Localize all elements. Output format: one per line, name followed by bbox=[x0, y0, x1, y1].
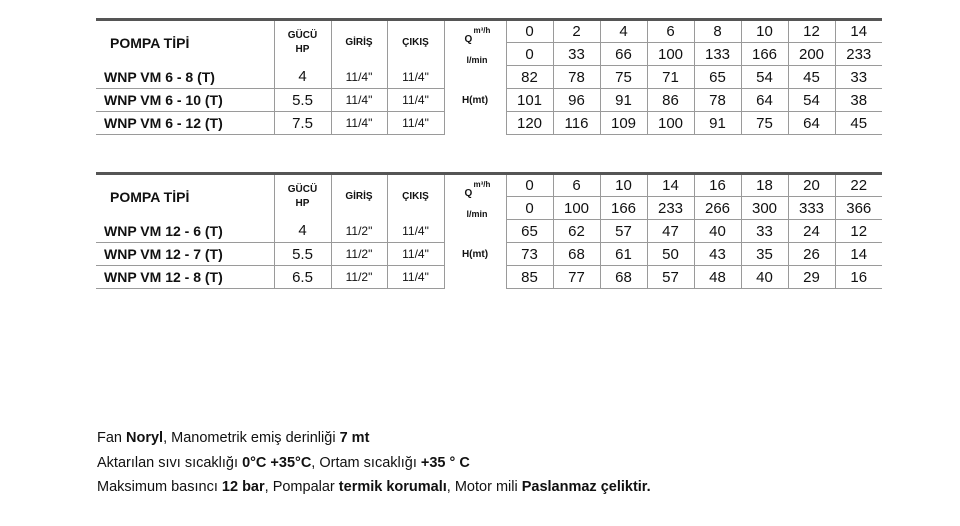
head-value: 50 bbox=[647, 243, 694, 266]
flow-lmin-cell: 233 bbox=[835, 43, 882, 66]
head-value: 64 bbox=[741, 89, 788, 112]
note-bold: 7 mt bbox=[339, 430, 370, 446]
note-line-pressure bbox=[97, 475, 651, 500]
head-value: 120 bbox=[506, 112, 553, 135]
flow-lmin-cell: 333 bbox=[788, 197, 835, 220]
head-value: 54 bbox=[788, 89, 835, 112]
inlet-size: 11/4" bbox=[331, 66, 387, 89]
pompa-tipi-header: POMPA TİPİ bbox=[96, 20, 274, 66]
flow-unit-header bbox=[444, 20, 506, 66]
head-value: 61 bbox=[600, 243, 647, 266]
note-text: , Motor mili bbox=[446, 479, 522, 495]
note-text: Fan bbox=[97, 430, 127, 446]
outlet-size: 11/4" bbox=[387, 89, 444, 112]
note-text: , Ortam sıcaklığı bbox=[311, 454, 421, 471]
head-value: 100 bbox=[647, 112, 694, 135]
q-symbol: Q bbox=[464, 188, 473, 199]
flow-lmin-cell: 100 bbox=[553, 197, 600, 220]
model-name: WNP VM 6 - 12 (T) bbox=[96, 112, 274, 135]
head-value: 47 bbox=[647, 220, 694, 243]
inlet-size: 11/2" bbox=[331, 266, 387, 289]
gucu-header bbox=[274, 20, 331, 66]
head-value: 33 bbox=[835, 66, 882, 89]
flow-lmin-cell: 0 bbox=[506, 197, 553, 220]
head-value: 45 bbox=[788, 66, 835, 89]
note-bold: +35 ° C bbox=[420, 454, 470, 471]
power-hp: 7.5 bbox=[274, 112, 331, 135]
head-value: 62 bbox=[553, 220, 600, 243]
head-value: 48 bbox=[694, 266, 741, 289]
outlet-size: 11/4" bbox=[387, 243, 444, 266]
inlet-size: 11/2" bbox=[331, 220, 387, 243]
gucu-label: GÜCÜ bbox=[287, 184, 318, 196]
model-name: WNP VM 12 - 8 (T) bbox=[96, 266, 274, 289]
cikis-header: ÇIKIŞ bbox=[387, 174, 444, 220]
power-hp: 5.5 bbox=[274, 243, 331, 266]
head-label: H(mt) bbox=[444, 66, 506, 135]
head-value: 68 bbox=[600, 266, 647, 289]
head-value: 29 bbox=[788, 266, 835, 289]
note-bold: termik korumalı bbox=[338, 479, 447, 495]
flow-lmin-cell: 133 bbox=[694, 43, 741, 66]
flow-m3h-cell: 0 bbox=[506, 174, 553, 197]
power-hp: 4 bbox=[274, 66, 331, 89]
flow-lmin-cell: 33 bbox=[553, 43, 600, 66]
outlet-size: 11/4" bbox=[387, 66, 444, 89]
flow-m3h-cell: 14 bbox=[647, 174, 694, 197]
flow-lmin-cell: 266 bbox=[694, 197, 741, 220]
model-name: WNP VM 6 - 8 (T) bbox=[96, 66, 274, 89]
flow-m3h-cell: 4 bbox=[600, 20, 647, 43]
note-text: , Manometrik emiş derinliği bbox=[163, 430, 340, 446]
outlet-size: 11/4" bbox=[387, 266, 444, 289]
flow-lmin-cell: 0 bbox=[506, 43, 553, 66]
flow-unit-header bbox=[444, 174, 506, 220]
head-value: 57 bbox=[647, 266, 694, 289]
flow-m3h-cell: 10 bbox=[741, 20, 788, 43]
head-value: 96 bbox=[553, 89, 600, 112]
flow-m3h-cell: 10 bbox=[600, 174, 647, 197]
head-value: 16 bbox=[835, 266, 882, 289]
spec-notes bbox=[97, 426, 651, 500]
head-value: 73 bbox=[506, 243, 553, 266]
head-value: 75 bbox=[741, 112, 788, 135]
flow-m3h-cell: 16 bbox=[694, 174, 741, 197]
giris-header: GİRİŞ bbox=[331, 20, 387, 66]
flow-lmin-cell: 66 bbox=[600, 43, 647, 66]
note-bold: Paslanmaz çeliktir. bbox=[521, 479, 651, 495]
note-text: Aktarılan sıvı sıcaklığı bbox=[97, 454, 243, 471]
head-value: 101 bbox=[506, 89, 553, 112]
power-hp: 6.5 bbox=[274, 266, 331, 289]
head-value: 82 bbox=[506, 66, 553, 89]
lmin-unit: l/min bbox=[466, 209, 488, 219]
giris-header: GİRİŞ bbox=[331, 174, 387, 220]
power-hp: 5.5 bbox=[274, 89, 331, 112]
outlet-size: 11/4" bbox=[387, 220, 444, 243]
head-value: 64 bbox=[788, 112, 835, 135]
flow-m3h-cell: 8 bbox=[694, 20, 741, 43]
head-value: 40 bbox=[694, 220, 741, 243]
note-text: , Pompalar bbox=[264, 479, 339, 495]
flow-lmin-cell: 233 bbox=[647, 197, 694, 220]
head-value: 86 bbox=[647, 89, 694, 112]
cikis-header: ÇIKIŞ bbox=[387, 20, 444, 66]
head-value: 57 bbox=[600, 220, 647, 243]
head-label: H(mt) bbox=[444, 220, 506, 289]
note-line-fan bbox=[97, 426, 651, 451]
head-value: 91 bbox=[600, 89, 647, 112]
head-value: 65 bbox=[694, 66, 741, 89]
flow-m3h-cell: 22 bbox=[835, 174, 882, 197]
pump-table-vm6 bbox=[96, 18, 882, 135]
head-value: 43 bbox=[694, 243, 741, 266]
head-value: 77 bbox=[553, 266, 600, 289]
flow-lmin-cell: 100 bbox=[647, 43, 694, 66]
flow-m3h-cell: 20 bbox=[788, 174, 835, 197]
note-text: Maksimum basıncı bbox=[97, 479, 222, 495]
head-value: 35 bbox=[741, 243, 788, 266]
head-value: 45 bbox=[835, 112, 882, 135]
flow-m3h-cell: 14 bbox=[835, 20, 882, 43]
inlet-size: 11/2" bbox=[331, 243, 387, 266]
power-hp: 4 bbox=[274, 220, 331, 243]
flow-lmin-cell: 366 bbox=[835, 197, 882, 220]
flow-lmin-cell: 300 bbox=[741, 197, 788, 220]
note-bold: Noryl bbox=[126, 430, 164, 446]
inlet-size: 11/4" bbox=[331, 112, 387, 135]
head-value: 75 bbox=[600, 66, 647, 89]
head-value: 85 bbox=[506, 266, 553, 289]
head-value: 109 bbox=[600, 112, 647, 135]
flow-lmin-cell: 200 bbox=[788, 43, 835, 66]
head-value: 71 bbox=[647, 66, 694, 89]
flow-m3h-cell: 0 bbox=[506, 20, 553, 43]
q-symbol: Q bbox=[464, 34, 473, 45]
head-value: 12 bbox=[835, 220, 882, 243]
flow-lmin-cell: 166 bbox=[741, 43, 788, 66]
flow-m3h-cell: 6 bbox=[553, 174, 600, 197]
model-name: WNP VM 12 - 6 (T) bbox=[96, 220, 274, 243]
head-value: 40 bbox=[741, 266, 788, 289]
flow-m3h-cell: 2 bbox=[553, 20, 600, 43]
pump-table-vm12 bbox=[96, 172, 882, 289]
head-value: 68 bbox=[553, 243, 600, 266]
head-value: 24 bbox=[788, 220, 835, 243]
head-value: 91 bbox=[694, 112, 741, 135]
flow-lmin-cell: 166 bbox=[600, 197, 647, 220]
head-value: 78 bbox=[553, 66, 600, 89]
model-name: WNP VM 6 - 10 (T) bbox=[96, 89, 274, 112]
model-name: WNP VM 12 - 7 (T) bbox=[96, 243, 274, 266]
table-row bbox=[96, 220, 882, 243]
hp-label: HP bbox=[295, 44, 310, 56]
head-value: 38 bbox=[835, 89, 882, 112]
note-bold: 12 bar bbox=[221, 479, 265, 495]
gucu-label: GÜCÜ bbox=[287, 30, 318, 42]
m3h-unit: m³/h bbox=[473, 180, 491, 189]
pompa-tipi-header: POMPA TİPİ bbox=[96, 174, 274, 220]
head-value: 26 bbox=[788, 243, 835, 266]
note-line-temperature bbox=[97, 451, 651, 476]
lmin-unit: l/min bbox=[466, 55, 488, 65]
head-value: 54 bbox=[741, 66, 788, 89]
flow-m3h-cell: 12 bbox=[788, 20, 835, 43]
head-value: 33 bbox=[741, 220, 788, 243]
m3h-unit: m³/h bbox=[473, 26, 491, 35]
head-value: 14 bbox=[835, 243, 882, 266]
head-value: 78 bbox=[694, 89, 741, 112]
outlet-size: 11/4" bbox=[387, 112, 444, 135]
hp-label: HP bbox=[295, 198, 310, 210]
flow-m3h-cell: 18 bbox=[741, 174, 788, 197]
gucu-header bbox=[274, 174, 331, 220]
table-row bbox=[96, 66, 882, 89]
inlet-size: 11/4" bbox=[331, 89, 387, 112]
flow-m3h-cell: 6 bbox=[647, 20, 694, 43]
note-bold: 0°C +35°C bbox=[242, 454, 312, 471]
head-value: 65 bbox=[506, 220, 553, 243]
head-value: 116 bbox=[553, 112, 600, 135]
